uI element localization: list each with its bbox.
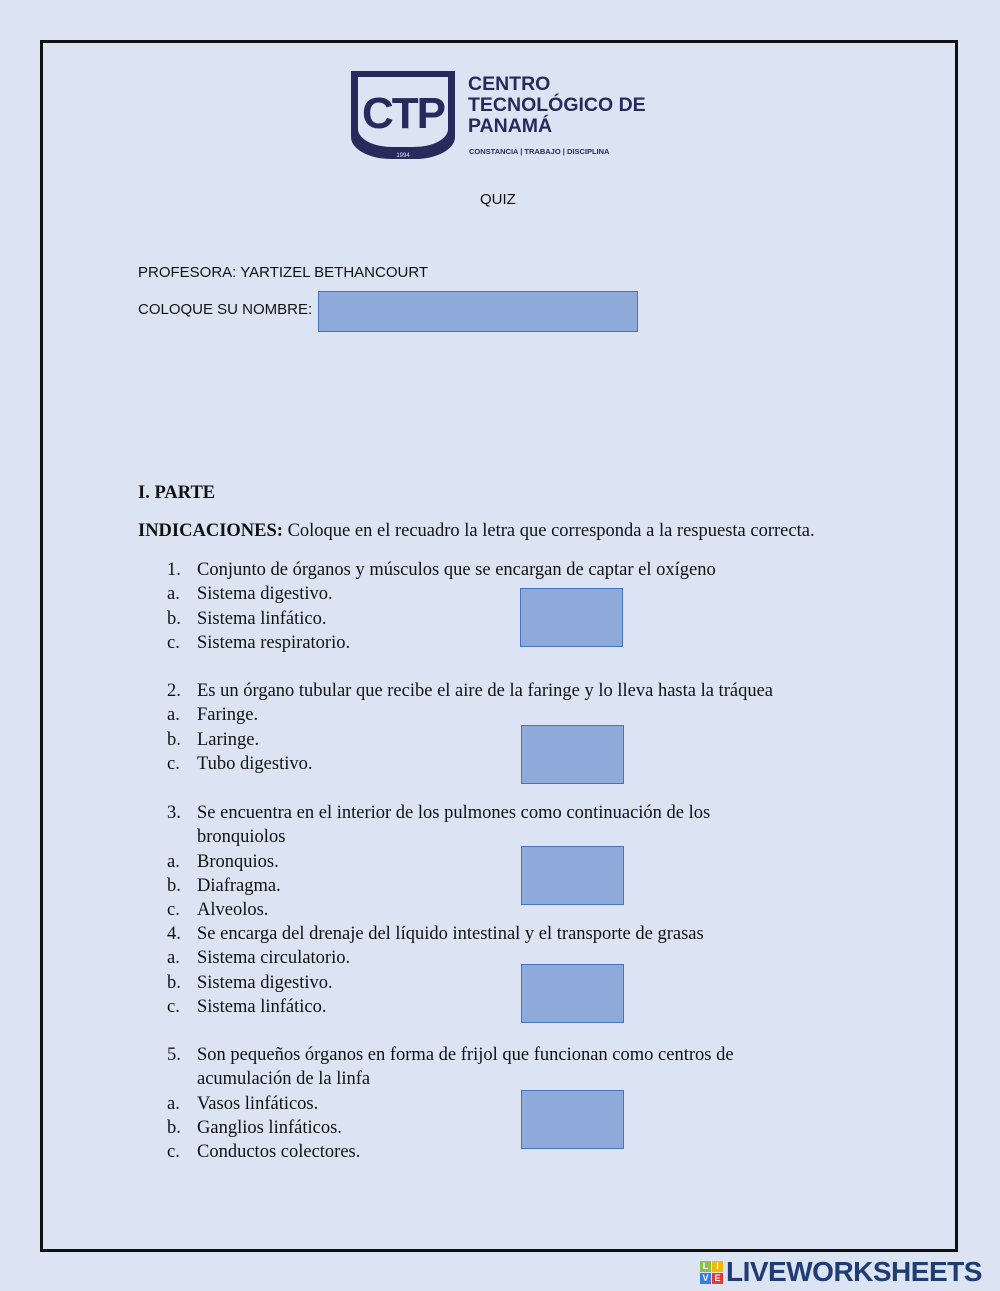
badge-letter: E: [712, 1273, 723, 1284]
name-label: COLOQUE SU NOMBRE:: [138, 301, 313, 318]
answer-box[interactable]: [521, 964, 624, 1023]
badge-letter: I: [712, 1261, 723, 1272]
option-text: Diafragma.: [197, 875, 281, 896]
instructions-label: INDICACIONES:: [138, 521, 283, 541]
answer-box[interactable]: [520, 588, 623, 647]
name-input[interactable]: [318, 291, 638, 332]
logo-name-line: PANAMÁ: [468, 115, 553, 137]
option-letter: c.: [167, 900, 180, 921]
logo-name-line: CENTRO: [468, 73, 551, 95]
question-text: Son pequeños órganos en forma de frijol que funcionan como centros de acumulación de la linfa: [197, 1045, 734, 1090]
option: [167, 607, 797, 631]
option: [167, 850, 797, 874]
option: [167, 971, 797, 995]
question-number: 1.: [167, 560, 181, 580]
option: [167, 995, 797, 1019]
logo-name-line: TECNOLÓGICO DE: [468, 94, 646, 116]
liveworksheets-logo: [700, 1256, 982, 1288]
option-letter: a.: [167, 948, 180, 969]
option-text: Alveolos.: [197, 900, 269, 921]
option-letter: a.: [167, 705, 180, 726]
question: [167, 922, 797, 1019]
option-letter: c.: [167, 753, 180, 774]
option: [167, 728, 797, 752]
option-text: Bronquios.: [197, 851, 279, 872]
question-text: Conjunto de órganos y músculos que se encargan de captar el oxígeno: [197, 560, 716, 580]
logo-name: [468, 74, 646, 137]
option-letter: a.: [167, 584, 180, 605]
option-letter: b.: [167, 608, 181, 629]
option: [167, 703, 797, 727]
question-number: 2.: [167, 681, 181, 701]
option: [167, 582, 797, 606]
option: [167, 898, 797, 922]
option-text: Vasos linfáticos.: [197, 1093, 319, 1114]
option-text: Tubo digestivo.: [197, 753, 313, 774]
brand-name: LIVEWORKSHEETS: [726, 1256, 982, 1287]
live-badge-icon: [700, 1261, 723, 1284]
option: [167, 1140, 797, 1164]
option-letter: b.: [167, 1117, 181, 1138]
option-letter: c.: [167, 996, 180, 1017]
section-heading: I. PARTE: [138, 483, 216, 503]
option-letter: a.: [167, 1093, 180, 1114]
option-text: Sistema circulatorio.: [197, 948, 351, 969]
instructions-text: Coloque en el recuadro la letra que corresponda a la respuesta correcta.: [282, 521, 815, 541]
question: [167, 679, 797, 776]
badge-letter: L: [700, 1261, 711, 1272]
answer-box[interactable]: [521, 725, 624, 784]
option: [167, 1092, 797, 1116]
logo-abbr: CTP: [362, 89, 444, 138]
badge-letter: V: [700, 1273, 711, 1284]
option: [167, 1116, 797, 1140]
option-text: Sistema respiratorio.: [197, 632, 351, 653]
option-text: Sistema digestivo.: [197, 584, 333, 605]
question: [167, 558, 797, 655]
option-text: Sistema linfático.: [197, 996, 327, 1017]
answer-box[interactable]: [521, 1090, 624, 1149]
quiz-title: QUIZ: [480, 191, 516, 208]
ctp-logo-shield: [351, 71, 455, 159]
option-text: Ganglios linfáticos.: [197, 1117, 342, 1138]
answer-box[interactable]: [521, 846, 624, 905]
teacher-label: PROFESORA: YARTIZEL BETHANCOURT: [138, 264, 429, 281]
option-text: Faringe.: [197, 705, 259, 726]
option-letter: c.: [167, 1142, 180, 1163]
option-letter: a.: [167, 851, 180, 872]
option-text: Laringe.: [197, 729, 260, 750]
question-text: Es un órgano tubular que recibe el aire de la faringe y lo lleva hasta la tráquea: [197, 681, 773, 701]
option: [167, 631, 797, 655]
question-number: 4.: [167, 924, 181, 944]
logo-motto: CONSTANCIA | TRABAJO | DISCIPLINA: [469, 147, 610, 156]
question-number: 5.: [167, 1045, 181, 1065]
option-letter: b.: [167, 972, 181, 993]
question-text: Se encuentra en el interior de los pulmones como continuación de los bronquiolos: [197, 803, 711, 848]
option: [167, 946, 797, 970]
option-text: Sistema digestivo.: [197, 972, 333, 993]
option-text: Sistema linfático.: [197, 608, 327, 629]
option-letter: b.: [167, 729, 181, 750]
question-number: 3.: [167, 803, 181, 823]
logo-year: 1994: [396, 153, 410, 159]
option: [167, 874, 797, 898]
question-text: Se encarga del drenaje del líquido intestinal y el transporte de grasas: [197, 924, 704, 944]
option-letter: c.: [167, 632, 180, 653]
instructions: [138, 521, 815, 542]
question: [167, 1043, 797, 1164]
option: [167, 752, 797, 776]
option-text: Conductos colectores.: [197, 1142, 361, 1163]
option-letter: b.: [167, 875, 181, 896]
question: [167, 801, 797, 922]
